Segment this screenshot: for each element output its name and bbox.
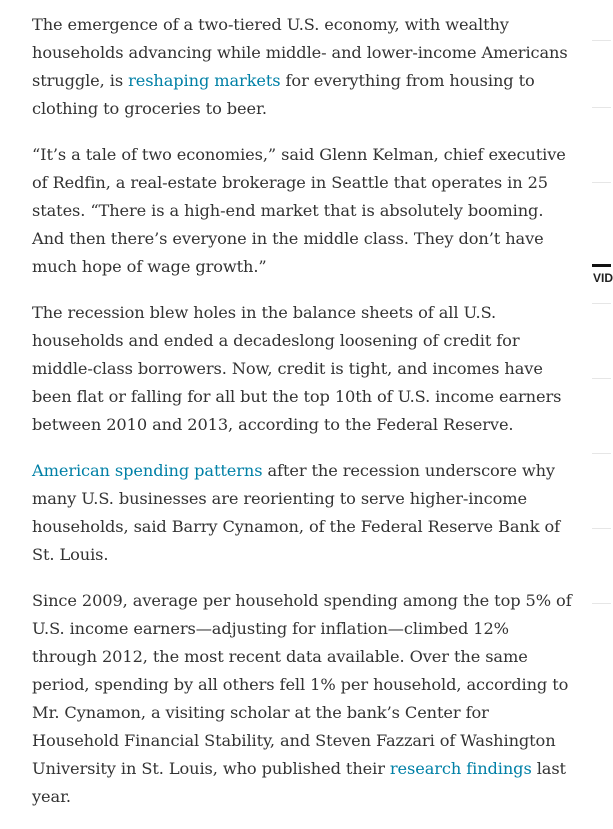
reshaping-markets-link[interactable]: reshaping markets	[128, 71, 281, 90]
sidebar-divider	[592, 453, 611, 454]
article-paragraph-3: The recession blew holes in the balance sheets of all U.S. households and ended a decadeslong loosening of credit for middle-class borrowers. Now, credit is tight, and incomes have been flat or falling for all but the top 10th of U.S. income earners between 2010 and 2013, according to the Federal Reserve.	[32, 303, 562, 434]
article-paragraph-4	[32, 457, 577, 569]
sidebar-divider	[592, 182, 611, 183]
right-sidebar-rail	[592, 0, 611, 799]
sidebar-divider	[592, 107, 611, 108]
sidebar-divider	[592, 378, 611, 379]
paragraph-text: for everything from housing to clothing to groceries to beer.	[32, 71, 535, 118]
research-findings-link[interactable]: research findings	[389, 759, 532, 778]
sidebar-divider	[592, 528, 611, 529]
paragraph-text: last year.	[32, 759, 566, 806]
article-paragraph-1	[32, 11, 577, 123]
american-spending-patterns-link[interactable]: American spending patterns	[32, 461, 263, 480]
paragraph-text: Since 2009, average per household spending among the top 5% of U.S. income earners—adjusting for inflation—climbed 12% through 2012, the most recent data available. Over the same period, spending by all others fell 1% per household, according to Mr. Cynamon, a visiting scholar at the bank’s Center for Household Financial Stability, and Steven Fazzari of Washington University in St. Louis, who published their	[32, 591, 572, 778]
video-section-label[interactable]: VID	[593, 271, 613, 285]
paragraph-text: after the recession underscore why many U.S. businesses are reorienting to serve higher-income households, said Barry Cynamon, of the Federal Reserve Bank of St. Louis.	[32, 461, 561, 564]
article-paragraph-2: “It’s a tale of two economies,” said Glenn Kelman, chief executive of Redfin, a real-estate brokerage in Seattle that operates in 25 states. “There is a high-end market that is absolutely booming. And then there’s everyone in the middle class. They don’t have much hope of wage growth.”	[32, 145, 566, 276]
sidebar-divider	[592, 303, 611, 304]
video-section-rule	[592, 264, 611, 267]
article-body	[32, 11, 577, 829]
sidebar-divider	[592, 603, 611, 604]
article-paragraph-5	[32, 587, 577, 811]
sidebar-divider	[592, 40, 611, 41]
paragraph-text: The emergence of a two-tiered U.S. economy, with wealthy households advancing while middle- and lower-income Americans struggle, is	[32, 15, 568, 90]
